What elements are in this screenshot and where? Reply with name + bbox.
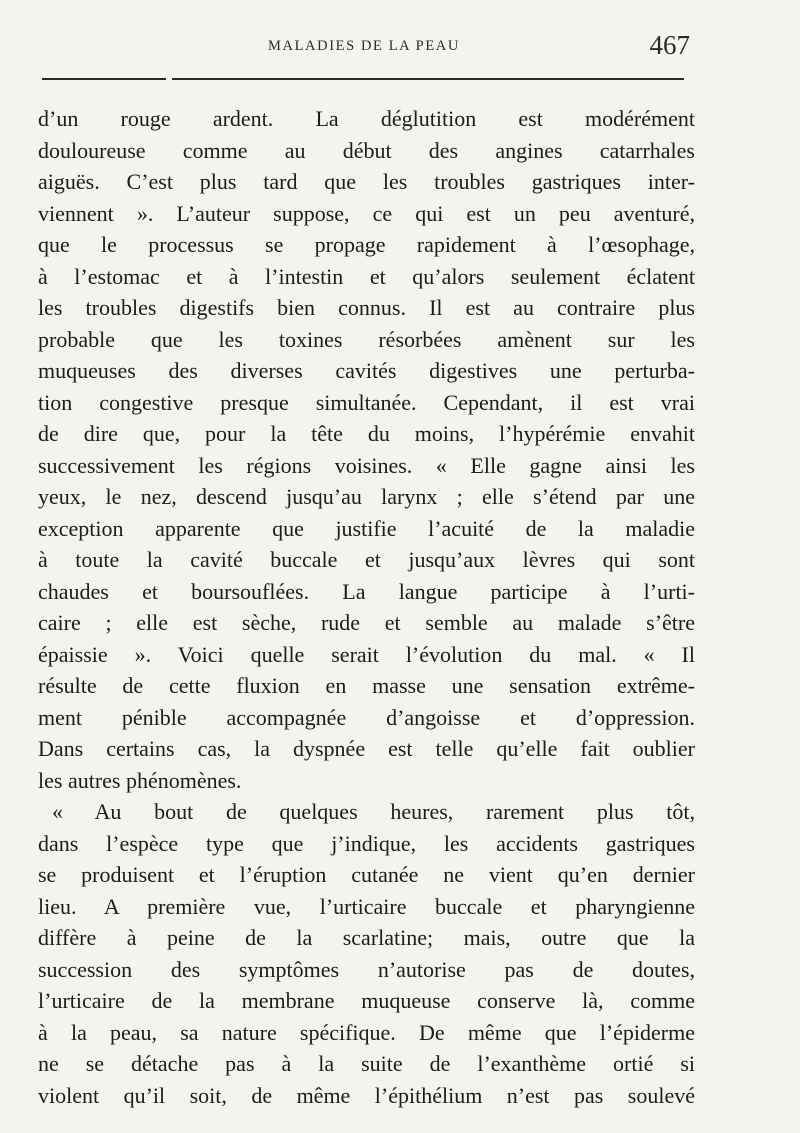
running-head: [36, 30, 692, 66]
text-line: probable que les toxines résorbées amènent sur les: [38, 326, 695, 352]
text-line: ne se détache pas à la suite de l’exanthème ortié si: [38, 1051, 695, 1076]
text-line: de dire que, pour la tête du moins, l’hypérémie envahit: [38, 421, 695, 446]
text-line: caire ; elle est sèche, rude et semble au malade s’être: [38, 610, 695, 635]
text-line: exception apparente que justifie l’acuité de la maladie: [38, 515, 695, 541]
text-line: muqueuses des diverses cavités digestives une perturba-: [38, 358, 695, 383]
text-line: yeux, le nez, descend jusqu’au larynx ; elle s’étend par une: [38, 484, 695, 509]
text-line: chaudes et boursouflées. La langue participe à l’urti-: [38, 578, 695, 604]
text-line: à l’estomac et à l’intestin et qu’alors seulement éclatent: [38, 263, 695, 289]
text-line: l’urticaire de la membrane muqueuse conserve là, comme: [38, 988, 695, 1013]
header-rule-right: [172, 78, 684, 80]
text-line: à la peau, sa nature spécifique. De même que l’épiderme: [38, 1019, 695, 1045]
text-line: à toute la cavité buccale et jusqu’aux lèvres qui sont: [38, 547, 695, 572]
paragraph-end-line: les autres phénomènes.: [38, 767, 242, 793]
text-line: diffère à peine de la scarlatine; mais, outre que la: [38, 925, 695, 950]
text-line: les troubles digestifs bien connus. Il est au contraire plus: [38, 295, 695, 320]
paragraph-start-line: « Au bout de quelques heures, rarement plus tôt,: [52, 799, 695, 824]
text-line: viennent ». L’auteur suppose, ce qui est un peu aventuré,: [38, 200, 695, 226]
text-line: tion congestive presque simultanée. Cependant, il est vrai: [38, 389, 695, 415]
text-line: douloureuse comme au début des angines catarrhales: [38, 137, 695, 163]
text-line: lieu. A première vue, l’urticaire buccale et pharyngienne: [38, 893, 695, 919]
text-line: que le processus se propage rapidement à l’œsophage,: [38, 232, 695, 257]
text-line: ment pénible accompagnée d’angoisse et d’oppression.: [38, 704, 695, 730]
header-rule-left: [42, 78, 166, 80]
text-line: succession des symptômes n’autorise pas de doutes,: [38, 956, 695, 982]
text-line: violent qu’il soit, de même l’épithélium n’est pas soulevé: [38, 1082, 695, 1108]
running-title: MALADIES DE LA PEAU: [268, 38, 460, 54]
text-line: se produisent et l’éruption cutanée ne vient qu’en dernier: [38, 862, 695, 887]
text-line: Dans certains cas, la dyspnée est telle qu’elle fait oublier: [38, 736, 695, 761]
body-text: [38, 103, 695, 1111]
text-line: épaissie ». Voici quelle serait l’évolution du mal. « Il: [38, 641, 695, 667]
text-line: d’un rouge ardent. La déglutition est modérément: [38, 106, 695, 131]
text-line: successivement les régions voisines. « Elle gagne ainsi les: [38, 452, 695, 478]
text-line: aiguës. C’est plus tard que les troubles gastriques inter-: [38, 169, 695, 194]
text-line: résulte de cette fluxion en masse une sensation extrême-: [38, 673, 695, 698]
page-number: 467: [649, 30, 690, 60]
text-line: dans l’espèce type que j’indique, les accidents gastriques: [38, 830, 695, 856]
